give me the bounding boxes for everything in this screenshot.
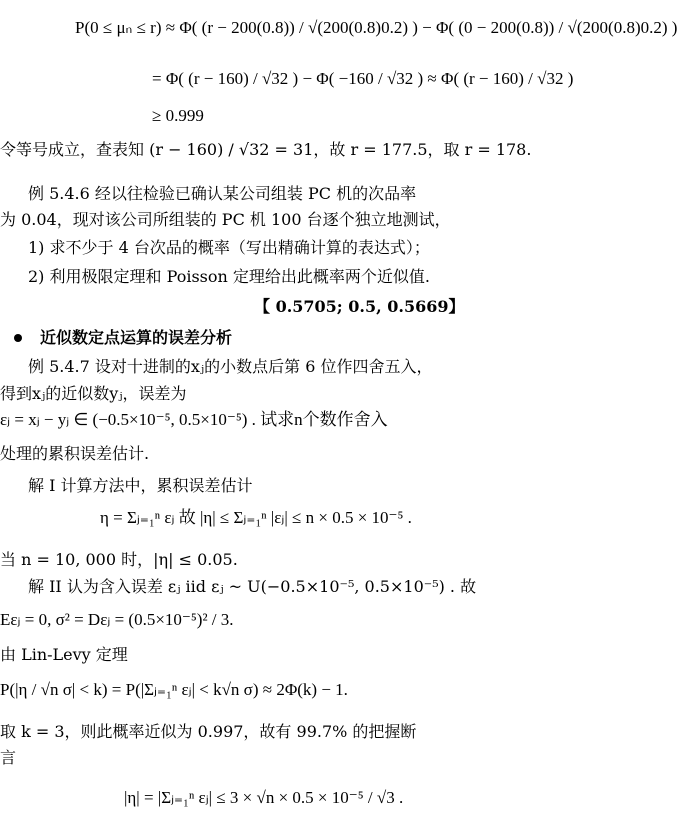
bullet-icon [14, 334, 22, 342]
probability-bound-line: P(0 ≤ μₙ ≤ r) ≈ Φ( (r − 200(0.8)) / √(200(0.8)0.2) ) − Φ( (0 − 200(0.8)) / √(200(0.8)0.2) ) [75, 18, 677, 37]
clt-probability-formula: P(|η / √n σ| < k) = P(|Σⱼ₌₁ⁿ εⱼ| < k√n σ) ≈ 2Φ(k) − 1. [0, 680, 348, 699]
example-text-line: 为 0.04，现对该公司所组装的 PC 机 100 台逐个独立地测试， [0, 210, 451, 229]
answer-bracket: 【 0.5705; 0.5, 0.5669】 [254, 297, 465, 316]
final-bound-formula: |η| = |Σⱼ₌₁ⁿ εⱼ| ≤ 3 × √n × 0.5 × 10⁻⁵ / √3 . [124, 788, 404, 807]
error-definition: εⱼ = xⱼ − yⱼ ∈ (−0.5×10⁻⁵, 0.5×10⁻⁵) . 试求n个数作舍入 [0, 410, 388, 429]
cumulative-error-formula: η = Σⱼ₌₁ⁿ εⱼ 故 |η| ≤ Σⱼ₌₁ⁿ |εⱼ| ≤ n × 0.5 × 10⁻⁵ . [100, 508, 412, 527]
expectation-variance-formula: Eεⱼ = 0, σ² = Dεⱼ = (0.5×10⁻⁵)² / 3. [0, 610, 234, 629]
solution-line: 令等号成立，查表知 (r − 160) / √32 = 31，故 r = 177.5，取 r = 178. [0, 140, 532, 159]
normal-approx-line: = Φ( (r − 160) / √32 ) − Φ( −160 / √32 ) ≈ Φ( (r − 160) / √32 ) [152, 69, 574, 88]
example-5-4-6-title: 例 5.4.6 经以往检验已确认某公司组装 PC 机的次品率 [28, 184, 417, 203]
section-heading: 近似数定点运算的误差分析 [40, 328, 233, 347]
example-text-line: 处理的累积误差估计. [0, 444, 150, 463]
theorem-reference: 由 Lin-Levy 定理 [0, 645, 128, 664]
example-text-line: 得到xⱼ的近似数yⱼ，误差为 [0, 384, 187, 403]
solution-1-heading: 解 I 计算方法中，累积误差估计 [28, 476, 253, 495]
example-5-4-7-title: 例 5.4.7 设对十进制的xⱼ的小数点后第 6 位作四舍五入， [28, 357, 433, 376]
inequality-line: ≥ 0.999 [152, 106, 204, 125]
solution-line: 当 n = 10, 000 时，|η| ≤ 0.05. [0, 550, 238, 569]
question-2: 2) 利用极限定理和 Poisson 定理给出此概率两个近似值. [28, 267, 430, 286]
solution-2-heading: 解 II 认为含入误差 εⱼ iid εⱼ ~ U(−0.5×10⁻⁵, 0.5×10⁻⁵) . 故 [28, 577, 477, 596]
question-1: 1) 求不少于 4 台次品的概率（写出精确计算的表达式）； [28, 238, 430, 257]
conclusion-line: 取 k = 3，则此概率近似为 0.997，故有 99.7% 的把握断 [0, 722, 417, 741]
conclusion-line: 言 [0, 748, 17, 767]
